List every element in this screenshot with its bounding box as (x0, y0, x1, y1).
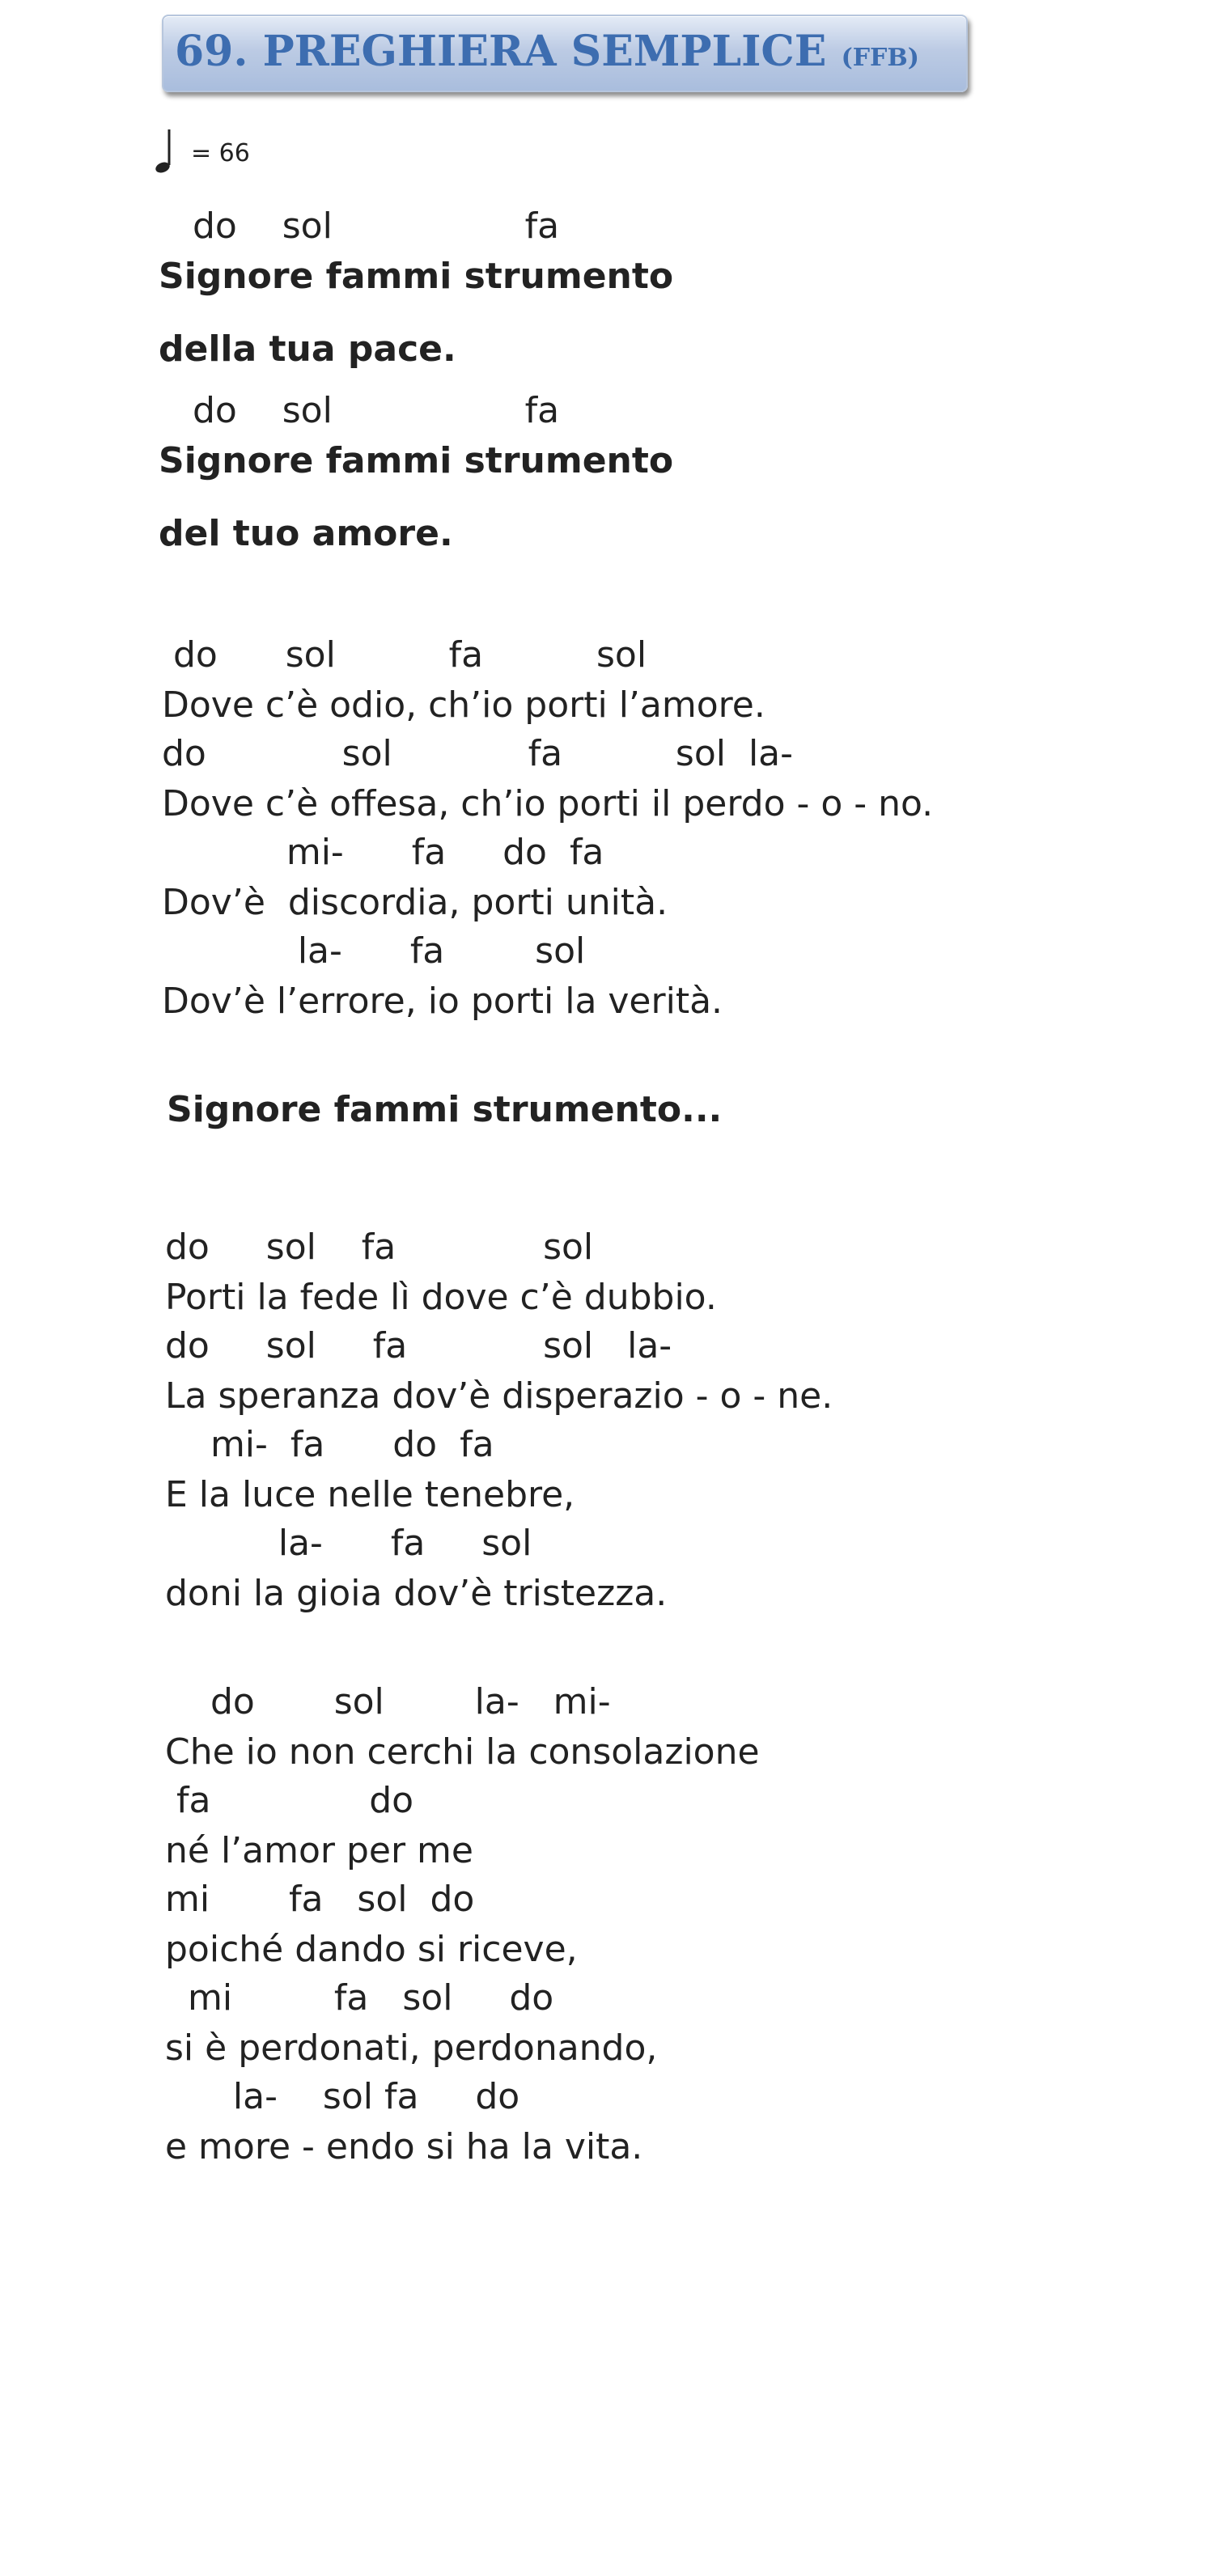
chord-or-lyric-line: del tuo amore. (159, 513, 453, 554)
chord-or-lyric-line: do sol fa sol (162, 634, 647, 676)
chord-or-lyric-line: Signore fammi strumento... (167, 1089, 723, 1130)
chord-or-lyric-line: né l’amor per me (165, 1830, 473, 1871)
chord-or-lyric-line: do sol la- mi- (165, 1681, 611, 1722)
chord-or-lyric-line: do sol fa sol (165, 1227, 594, 1268)
chord-or-lyric-line: la- sol fa do (165, 2076, 520, 2117)
chord-or-lyric-line: E la luce nelle tenebre, (165, 1474, 575, 1515)
tempo-value: = 66 (191, 139, 250, 167)
chord-or-lyric-line: la- fa sol (162, 930, 586, 972)
chord-or-lyric-line: mi- fa do fa (165, 1424, 494, 1465)
song-title (175, 26, 919, 84)
chord-or-lyric-line: Dove c’è offesa, ch’io porti il perdo - o - no. (162, 783, 934, 824)
chord-or-lyric-line: Dov’è discordia, porti unità. (162, 882, 668, 923)
chord-or-lyric-line: do sol fa sol la- (162, 733, 794, 774)
chord-or-lyric-line: do sol fa (159, 205, 560, 247)
chord-or-lyric-line: Dove c’è odio, ch’io porti l’amore. (162, 684, 765, 726)
chord-or-lyric-line: Signore fammi strumento (159, 256, 674, 297)
chord-or-lyric-line: e more - endo si ha la vita. (165, 2126, 643, 2167)
chord-or-lyric-line: mi fa sol do (165, 1879, 475, 1920)
chord-or-lyric-line: La speranza dov’è disperazio - o - ne. (165, 1375, 833, 1417)
chord-or-lyric-line: do sol fa sol la- (165, 1325, 672, 1366)
chord-or-lyric-line: do sol fa (159, 390, 560, 431)
song-title-suffix: (FFB) (841, 44, 919, 72)
chord-or-lyric-line: doni la gioia dov’è tristezza. (165, 1573, 668, 1614)
chord-or-lyric-line: della tua pace. (159, 328, 456, 370)
chord-or-lyric-line: fa do (165, 1780, 414, 1821)
chord-or-lyric-line: si è perdonati, perdonando, (165, 2027, 658, 2069)
song-title-main: 69. PREGHIERA SEMPLICE (175, 27, 827, 76)
chord-or-lyric-line: Signore fammi strumento (159, 440, 674, 481)
chord-or-lyric-line: Porti la fede lì dove c’è dubbio. (165, 1277, 717, 1318)
song-title-banner (162, 15, 968, 92)
chord-or-lyric-line: la- fa sol (165, 1523, 532, 1564)
chord-or-lyric-line: Dov’è l’errore, io porti la verità. (162, 981, 723, 1022)
chord-or-lyric-line: mi- fa do fa (162, 832, 604, 873)
chord-or-lyric-line: Che io non cerchi la consolazione (165, 1731, 760, 1773)
chord-or-lyric-line: mi fa sol do (165, 1977, 554, 2019)
quarter-note-icon (155, 128, 184, 176)
chord-or-lyric-line: poiché dando si riceve, (165, 1929, 578, 1970)
